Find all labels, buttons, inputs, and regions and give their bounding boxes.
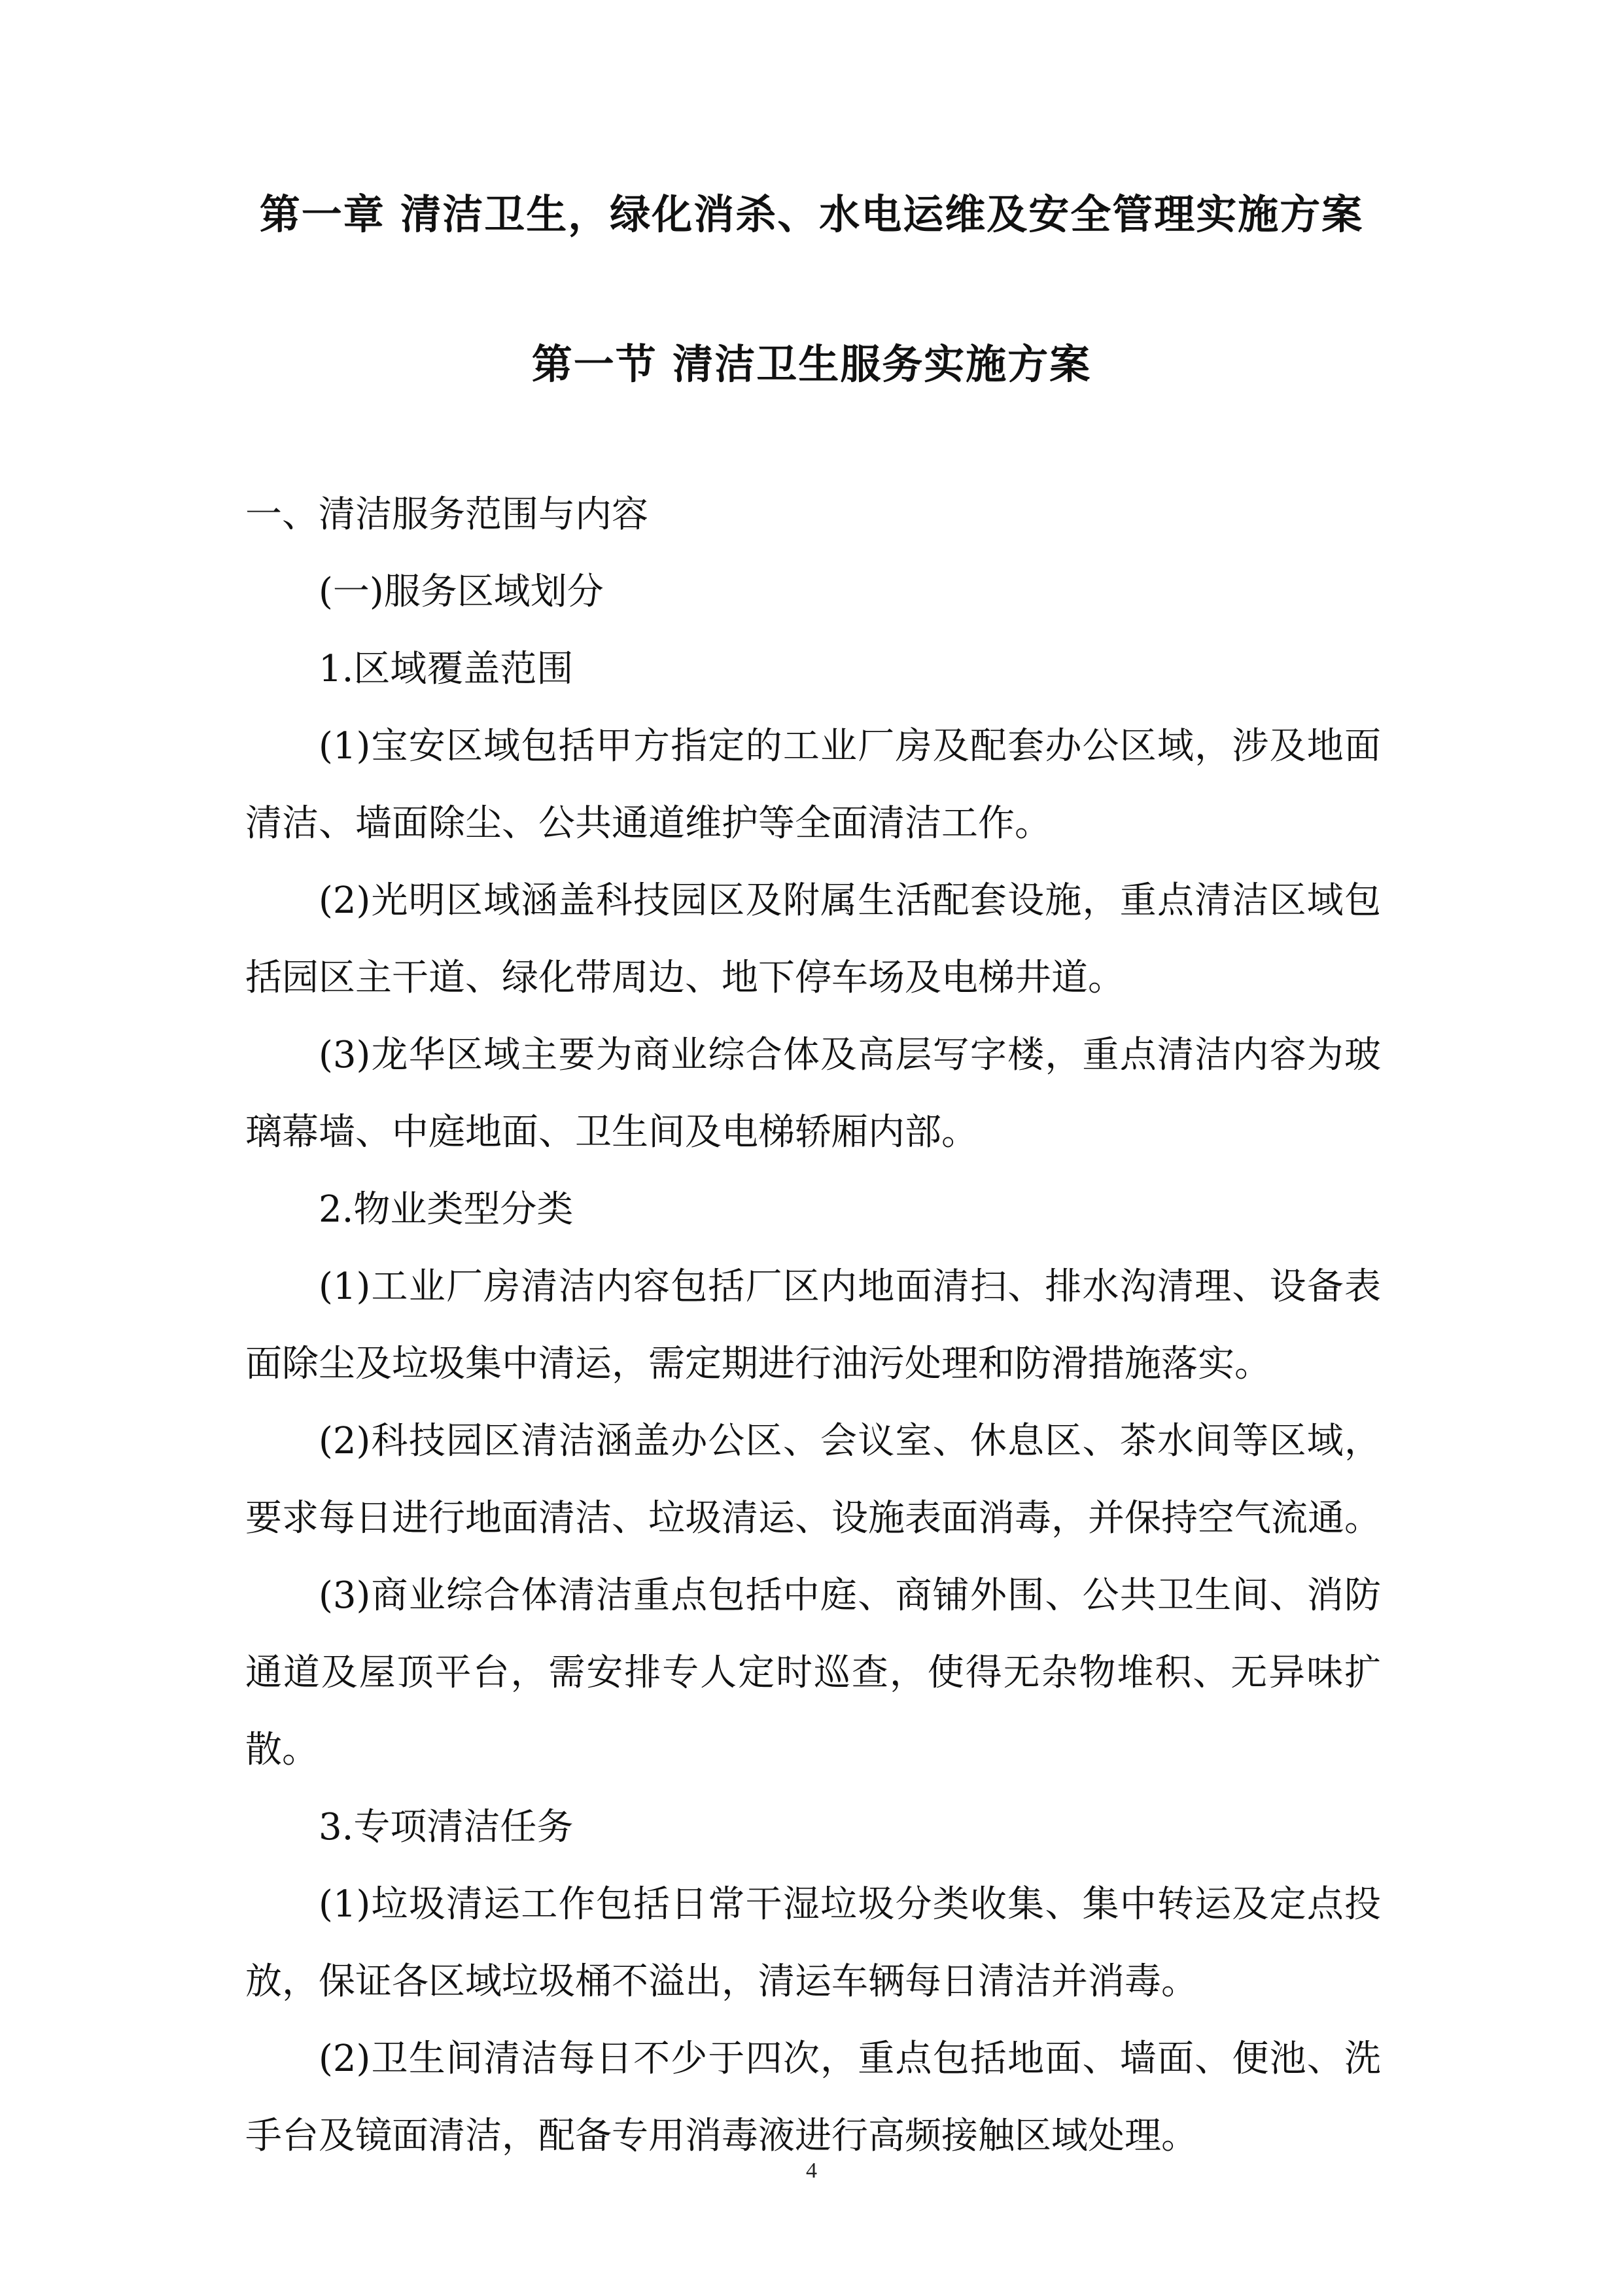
paragraph-tech-park: (2)科技园区清洁涵盖办公区、会议室、休息区、茶水间等区域，要求每日进行地面清洁、垃圾清运、设施表面消毒，并保持空气流通。 bbox=[245, 1420, 1381, 1540]
heading-service-scope: 一、清洁服务范围与内容 bbox=[245, 493, 648, 536]
paragraph-baoan: (1)宝安区域包括甲方指定的工业厂房及配套办公区域，涉及地面清洁、墙面除尘、公共通道维护等全面清洁工作。 bbox=[245, 725, 1381, 845]
paragraph-garbage: (1)垃圾清运工作包括日常干湿垃圾分类收集、集中转运及定点投放，保证各区域垃圾桶不溢出，清运车辆每日清洁并消毒。 bbox=[245, 1883, 1381, 2003]
subheading-special-tasks: 3.专项清洁任务 bbox=[319, 1806, 574, 1848]
subheading-area-division: (一)服务区域划分 bbox=[319, 571, 604, 613]
subheading-coverage: 1.区域覆盖范围 bbox=[319, 648, 574, 690]
subheading-property-types: 2.物业类型分类 bbox=[319, 1188, 574, 1231]
paragraph-restroom: (2)卫生间清洁每日不少于四次，重点包括地面、墙面、便池、洗手台及镜面清洁，配备专用消毒液进行高频接触区域处理。 bbox=[245, 2038, 1381, 2157]
chapter-title: 第一章 清洁卫生，绿化消杀、水电运维及安全管理实施方案 bbox=[259, 190, 1364, 238]
paragraph-guangming: (2)光明区域涵盖科技园区及附属生活配套设施，重点清洁区域包括园区主干道、绿化带周边、地下停车场及电梯井道。 bbox=[245, 879, 1381, 999]
document-body bbox=[245, 476, 1381, 2175]
paragraph-longhua: (3)龙华区域主要为商业综合体及高层写字楼，重点清洁内容为玻璃幕墙、中庭地面、卫生间及电梯轿厢内部。 bbox=[245, 1034, 1381, 1154]
section-title: 第一节 清洁卫生服务实施方案 bbox=[531, 340, 1092, 388]
paragraph-commercial: (3)商业综合体清洁重点包括中庭、商铺外围、公共卫生间、消防通道及屋顶平台，需安排专人定时巡查，使得无杂物堆积、无异味扩散。 bbox=[245, 1574, 1381, 1771]
paragraph-industrial: (1)工业厂房清洁内容包括厂区内地面清扫、排水沟清理、设备表面除尘及垃圾集中清运，需定期进行油污处理和防滑措施落实。 bbox=[245, 1265, 1381, 1385]
page-number: 4 bbox=[806, 2159, 817, 2183]
